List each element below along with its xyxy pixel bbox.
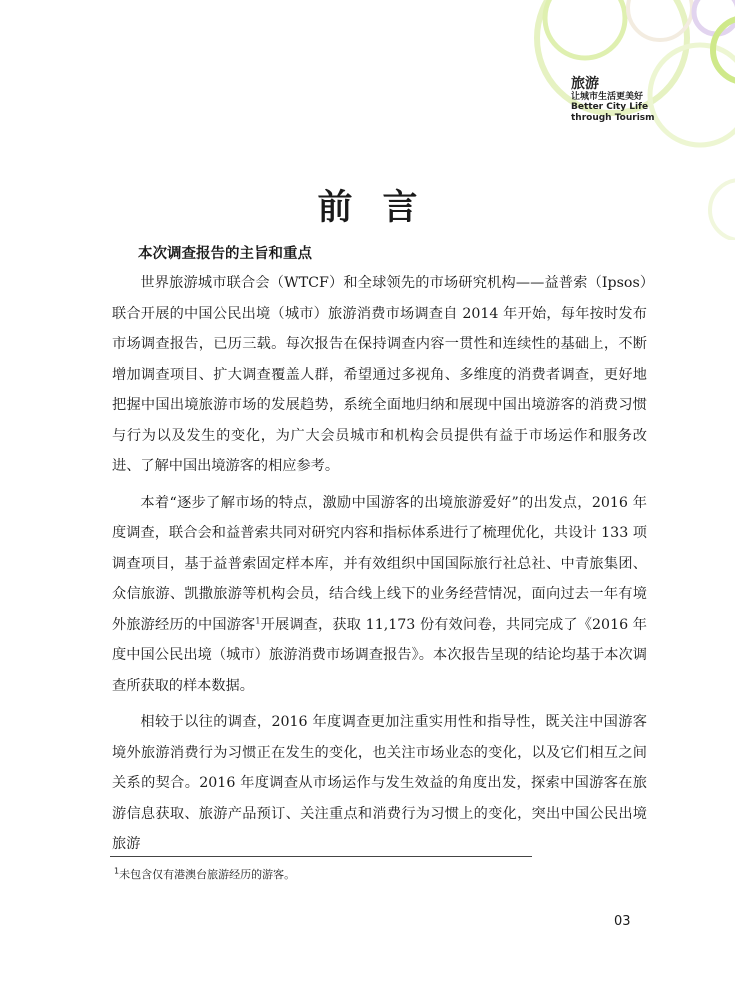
- brand-block: [571, 76, 655, 123]
- brand-slogan-en-line1: Better City Life: [571, 102, 649, 113]
- brand-slogan-cn: 让城市生活更美好: [571, 92, 644, 103]
- body-text: [112, 268, 647, 866]
- paragraph-2: [112, 488, 647, 702]
- page-title: 前言: [317, 188, 448, 228]
- footnote-reference: 1: [255, 615, 261, 625]
- footnote-marker: 1: [114, 866, 120, 876]
- section-heading: 本次调查报告的主旨和重点: [138, 246, 312, 262]
- footnote-text: 未包含仅有港澳台旅游经历的游客。: [119, 868, 296, 881]
- footnote-divider: [110, 856, 532, 857]
- page-number: 03: [614, 914, 631, 929]
- brand-slogan-en-line2: through Tourism: [571, 112, 655, 123]
- paragraph-3: 相较于以往的调查，2016 年度调查更加注重实用性和指导性，既关注中国游客境外旅游消费行为习惯正在发生的变化，也关注市场业态的变化，以及它们相互之间关系的契合。2016 年度调查从市场运作与发生效益的角度出发，探索中国游客在旅游信息获取、旅游产品预订、关注重点和消费行为习惯上的变化，突出中国公民出境旅游: [112, 714, 647, 852]
- paragraph-1: 世界旅游城市联合会（WTCF）和全球领先的市场研究机构——益普索（Ipsos）联合开展的中国公民出境（城市）旅游消费市场调查自 2014 年开始，每年按时发布市场调查报告，已历三载。每次报告在保持调查内容一贯性和连续性的基础上，不断增加调查项目、扩大调查覆盖人群，希望通过多视角、多维度的消费者调查，更好地把握中国出境旅游市场的发展趋势，系统全面地归纳和展现中国出境游客的消费习惯与行为以及发生的变化，为广大会员城市和机构会员提供有益于市场运作和服务改进、了解中国出境游客的相应参考。: [112, 275, 647, 474]
- paragraph-2-part-2: 开展调查，获取 11,173 份有效问卷，共同完成了《2016 年度中国公民出境（城市）旅游消费市场调查报告》。本次报告呈现的结论均基于本次调查所获取的样本数据。: [112, 616, 647, 694]
- brand-title: 旅游: [571, 76, 599, 92]
- paragraph-2-part-1: 本着“逐步了解市场的特点，激励中国游客的出境旅游爱好”的出发点，2016 年度调查，联合会和益普索共同对研究内容和指标体系进行了梳理优化，共设计 133 项调查项目，基于益普索固定样本库，并有效组织中国国际旅行社总社、中青旅集团、众信旅游、凯撒旅游等机构会员，结合线上线下的业务经营情况，面向过去一年有境外旅游经历的中国游客: [112, 494, 647, 633]
- footnote: [114, 866, 295, 882]
